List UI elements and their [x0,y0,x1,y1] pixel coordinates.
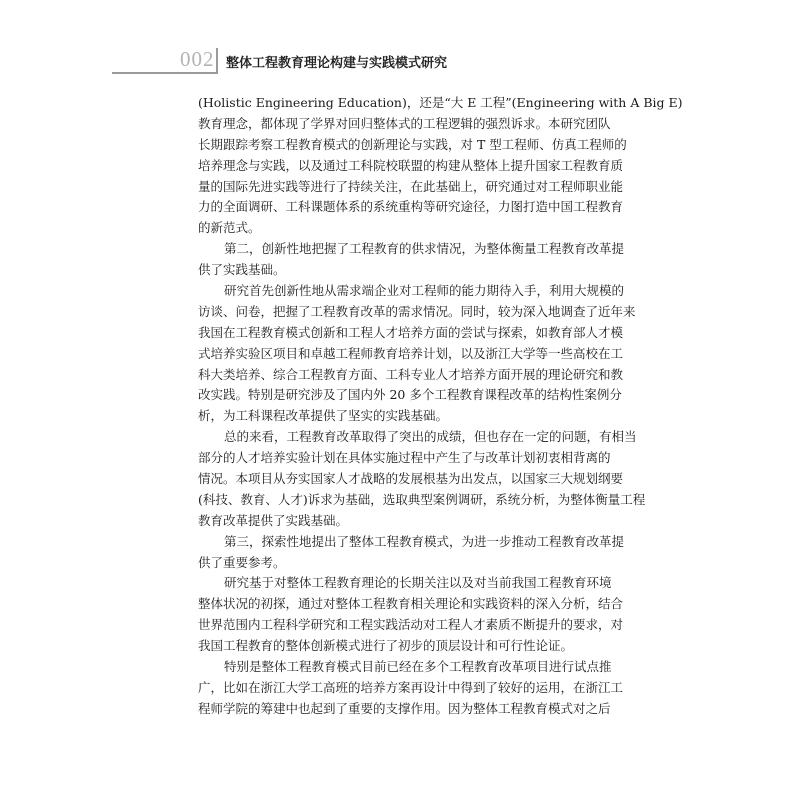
text-line: (Holistic Engineering Education)，还是“大 E 工程”(Engineering with A Big E) [198,95,683,110]
text-line: 我国在工程教育模式创新和工程人才培养方面的尝试与探索，如教育部人才模 [198,324,624,340]
text-line: 力的全面调研、工科课题体系的系统重构等研究途径，力图打造中国工程教育 [198,199,624,215]
paragraph [198,281,636,427]
text-line: 特别是整体工程教育模式目前已经在多个工程教育改革项目进行试点推 [224,659,612,675]
text-line: 供了实践基础。 [198,262,286,278]
body-text [198,93,683,720]
text-line: 研究基于对整体工程教育理论的长期关注以及对当前我国工程教育环境 [224,575,612,591]
text-line: 培养理念与实践，以及通过工科院校联盟的构建从整体上提升国家工程教育质 [198,157,624,173]
text-line: 教育理念，都体现了学界对回归整体式的工程逻辑的强烈诉求。本研究团队 [198,115,611,131]
text-line: 第二，创新性地把握了工程教育的供求情况，为整体衡量工程教育改革提 [224,241,625,257]
text-line: (科技、教育、人才)诉求为基础，选取典型案例调研，系统分析，为整体衡量工程 [198,491,646,507]
text-line: 式培养实验区项目和卓越工程师教育培养计划，以及浙江大学等一些高校在工 [198,345,624,361]
paragraph [198,657,624,720]
header-rule [112,72,216,74]
text-line: 改实践。特别是研究涉及了国内外 20 多个工程教育课程改革的结构性案例分 [198,387,622,403]
text-line: 我国工程教育的整体创新模式进行了初步的顶层设计和可行性论证。 [198,638,574,654]
text-line: 的新范式。 [198,220,261,236]
paragraph [198,93,683,239]
text-line: 科大类培养、综合工程教育方面、工科专业人才培养方面开展的理论研究和教 [198,366,624,382]
text-line: 量的国际先进实践等进行了持续关注，在此基础上，研究通过对工程师职业能 [198,178,624,194]
paragraph [198,427,646,531]
section-heading-paragraph [198,239,625,281]
text-line: 教育改革提供了实践基础。 [198,512,349,528]
page-number: 002 [180,47,215,71]
header-divider [216,48,218,74]
text-line: 第三，探索性地提出了整体工程教育模式，为进一步推动工程教育改革提 [224,533,625,549]
text-line: 整体状况的初探，通过对整体工程教育相关理论和实践资料的深入分析，结合 [198,596,624,612]
text-line: 世界范围内工程科学研究和工程实践活动对工程人才素质不断提升的要求，对 [198,617,624,633]
page-header [0,0,800,80]
text-line: 广，比如在浙江大学工高班的培养方案再设计中得到了较好的运用，在浙江工 [198,679,624,695]
text-line: 研究首先创新性地从需求端企业对工程师的能力期待入手，利用大规模的 [224,283,625,299]
text-line: 部分的人才培养实验计划在具体实施过程中产生了与改革计划初衷相背离的 [198,450,611,466]
text-line: 长期跟踪考察工程教育模式的创新理论与实践，对 T 型工程师、仿真工程师的 [198,136,627,152]
text-line: 访谈、问卷，把握了工程教育改革的需求情况。同时，较为深入地调查了近年来 [198,303,636,319]
text-line: 情况。本项目从夯实国家人才战略的发展根基为出发点，以国家三大规划纲要 [198,471,624,487]
text-line: 程师学院的筹建中也起到了重要的支撑作用。因为整体工程教育模式对之后 [198,700,611,716]
paragraph [198,573,624,657]
running-title: 整体工程教育理论构建与实践模式研究 [226,56,448,71]
text-line: 供了重要参考。 [198,554,286,570]
section-heading-paragraph [198,532,625,574]
text-line: 总的来看，工程教育改革取得了突出的成绩，但也存在一定的问题，有相当 [224,429,637,445]
text-line: 析，为工科课程改革提供了坚实的实践基础。 [198,408,449,424]
